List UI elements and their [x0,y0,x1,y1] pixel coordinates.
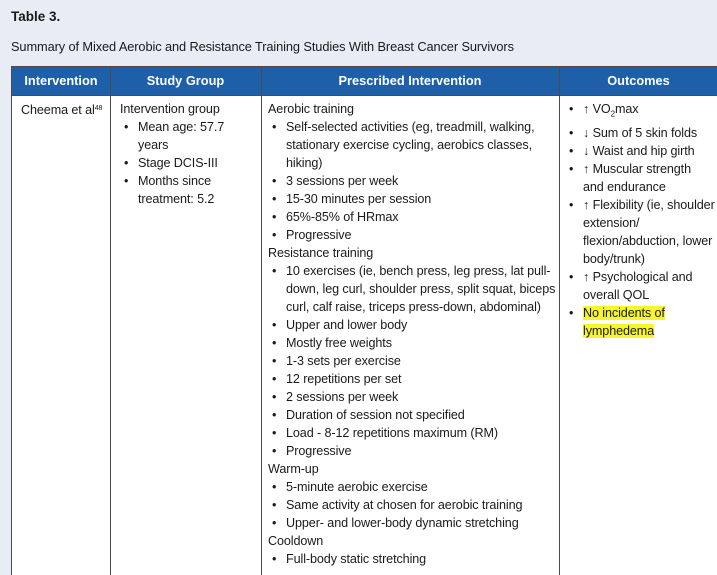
table-header-row [12,67,717,95]
list-item [565,100,715,124]
table-title: Table 3. [11,9,61,24]
list-item: • Self-selected activities (eg, treadmill, walking, stationary exercise cycling, aerobics classes, hiking) [268,118,556,172]
list-item: • Mean age: 57.7 years [120,118,255,154]
list-item: • Mostly free weights [268,334,556,352]
study-group-cell [120,100,255,208]
outcomes-cell [565,100,715,340]
column-divider [261,67,262,575]
list-item: • 12 repetitions per set [268,370,556,388]
list-item: • Progressive [268,226,556,244]
list-item-highlighted [565,304,715,340]
table-caption: Summary of Mixed Aerobic and Resistance Training Studies With Breast Cancer Survivors [11,39,514,54]
header-outcomes: Outcomes [607,73,670,88]
column-divider [559,67,560,575]
cooldown-heading: Cooldown [268,534,324,548]
list-item: • ↓ Sum of 5 skin folds [565,124,715,142]
summary-table [11,66,717,575]
highlighted-text: lymphedema [583,323,655,338]
list-item: • ↑ Psychological and overall QOL [565,268,715,304]
list-item: • ↓ Waist and hip girth [565,142,715,160]
header-intervention: Intervention [24,73,98,88]
list-item: • Same activity at chosen for aerobic training [268,496,556,514]
study-author: Cheema et al [21,103,95,117]
vo2-suffix: max [614,102,639,116]
resistance-heading: Resistance training [268,246,374,260]
vo2-subscript: 2 [610,109,615,119]
study-group-label: Intervention group [120,102,220,116]
intervention-cell [21,100,107,119]
header-divider [12,95,717,96]
list-item: • Months since treatment: 5.2 [120,172,255,208]
warmup-heading: Warm-up [268,462,319,476]
aerobic-heading: Aerobic training [268,102,354,116]
header-study-group: Study Group [146,73,225,88]
cooldown-list [268,550,556,568]
prescribed-intervention-cell [268,100,556,568]
list-item: • Upper- and lower-body dynamic stretching [268,514,556,532]
list-item: • Stage DCIS-III [120,154,255,172]
warmup-list [268,478,556,532]
list-item: • 2 sessions per week [268,388,556,406]
list-item: • 10 exercises (ie, bench press, leg press, lat pull-down, leg curl, shoulder press, split squat, biceps curl, calf raise, triceps press-down, abdominal) [268,262,556,316]
list-item: • Full-body static stretching [268,550,556,568]
list-item: • Load - 8-12 repetitions maximum (RM) [268,424,556,442]
list-item: • 65%-85% of HRmax [268,208,556,226]
list-item: • ↑ Flexibility (ie, shoulder extension/ flexion/abduction, lower body/trunk) [565,196,715,268]
column-divider [110,67,111,575]
list-item: • Progressive [268,442,556,460]
list-item: • 15-30 minutes per session [268,190,556,208]
header-prescribed-intervention: Prescribed Intervention [338,73,482,88]
study-group-list [120,118,255,208]
resistance-list [268,262,556,460]
highlighted-text: No incidents of [583,305,665,320]
reference-number: 48 [94,105,103,112]
list-item: • Duration of session not specified [268,406,556,424]
list-item: • 5-minute aerobic exercise [268,478,556,496]
list-item: • 3 sessions per week [268,172,556,190]
aerobic-list [268,118,556,244]
vo2-prefix: ↑ VO [583,102,611,116]
list-item: • Upper and lower body [268,316,556,334]
outcomes-list [565,100,715,340]
list-item: • ↑ Muscular strength and endurance [565,160,715,196]
list-item: • 1-3 sets per exercise [268,352,556,370]
